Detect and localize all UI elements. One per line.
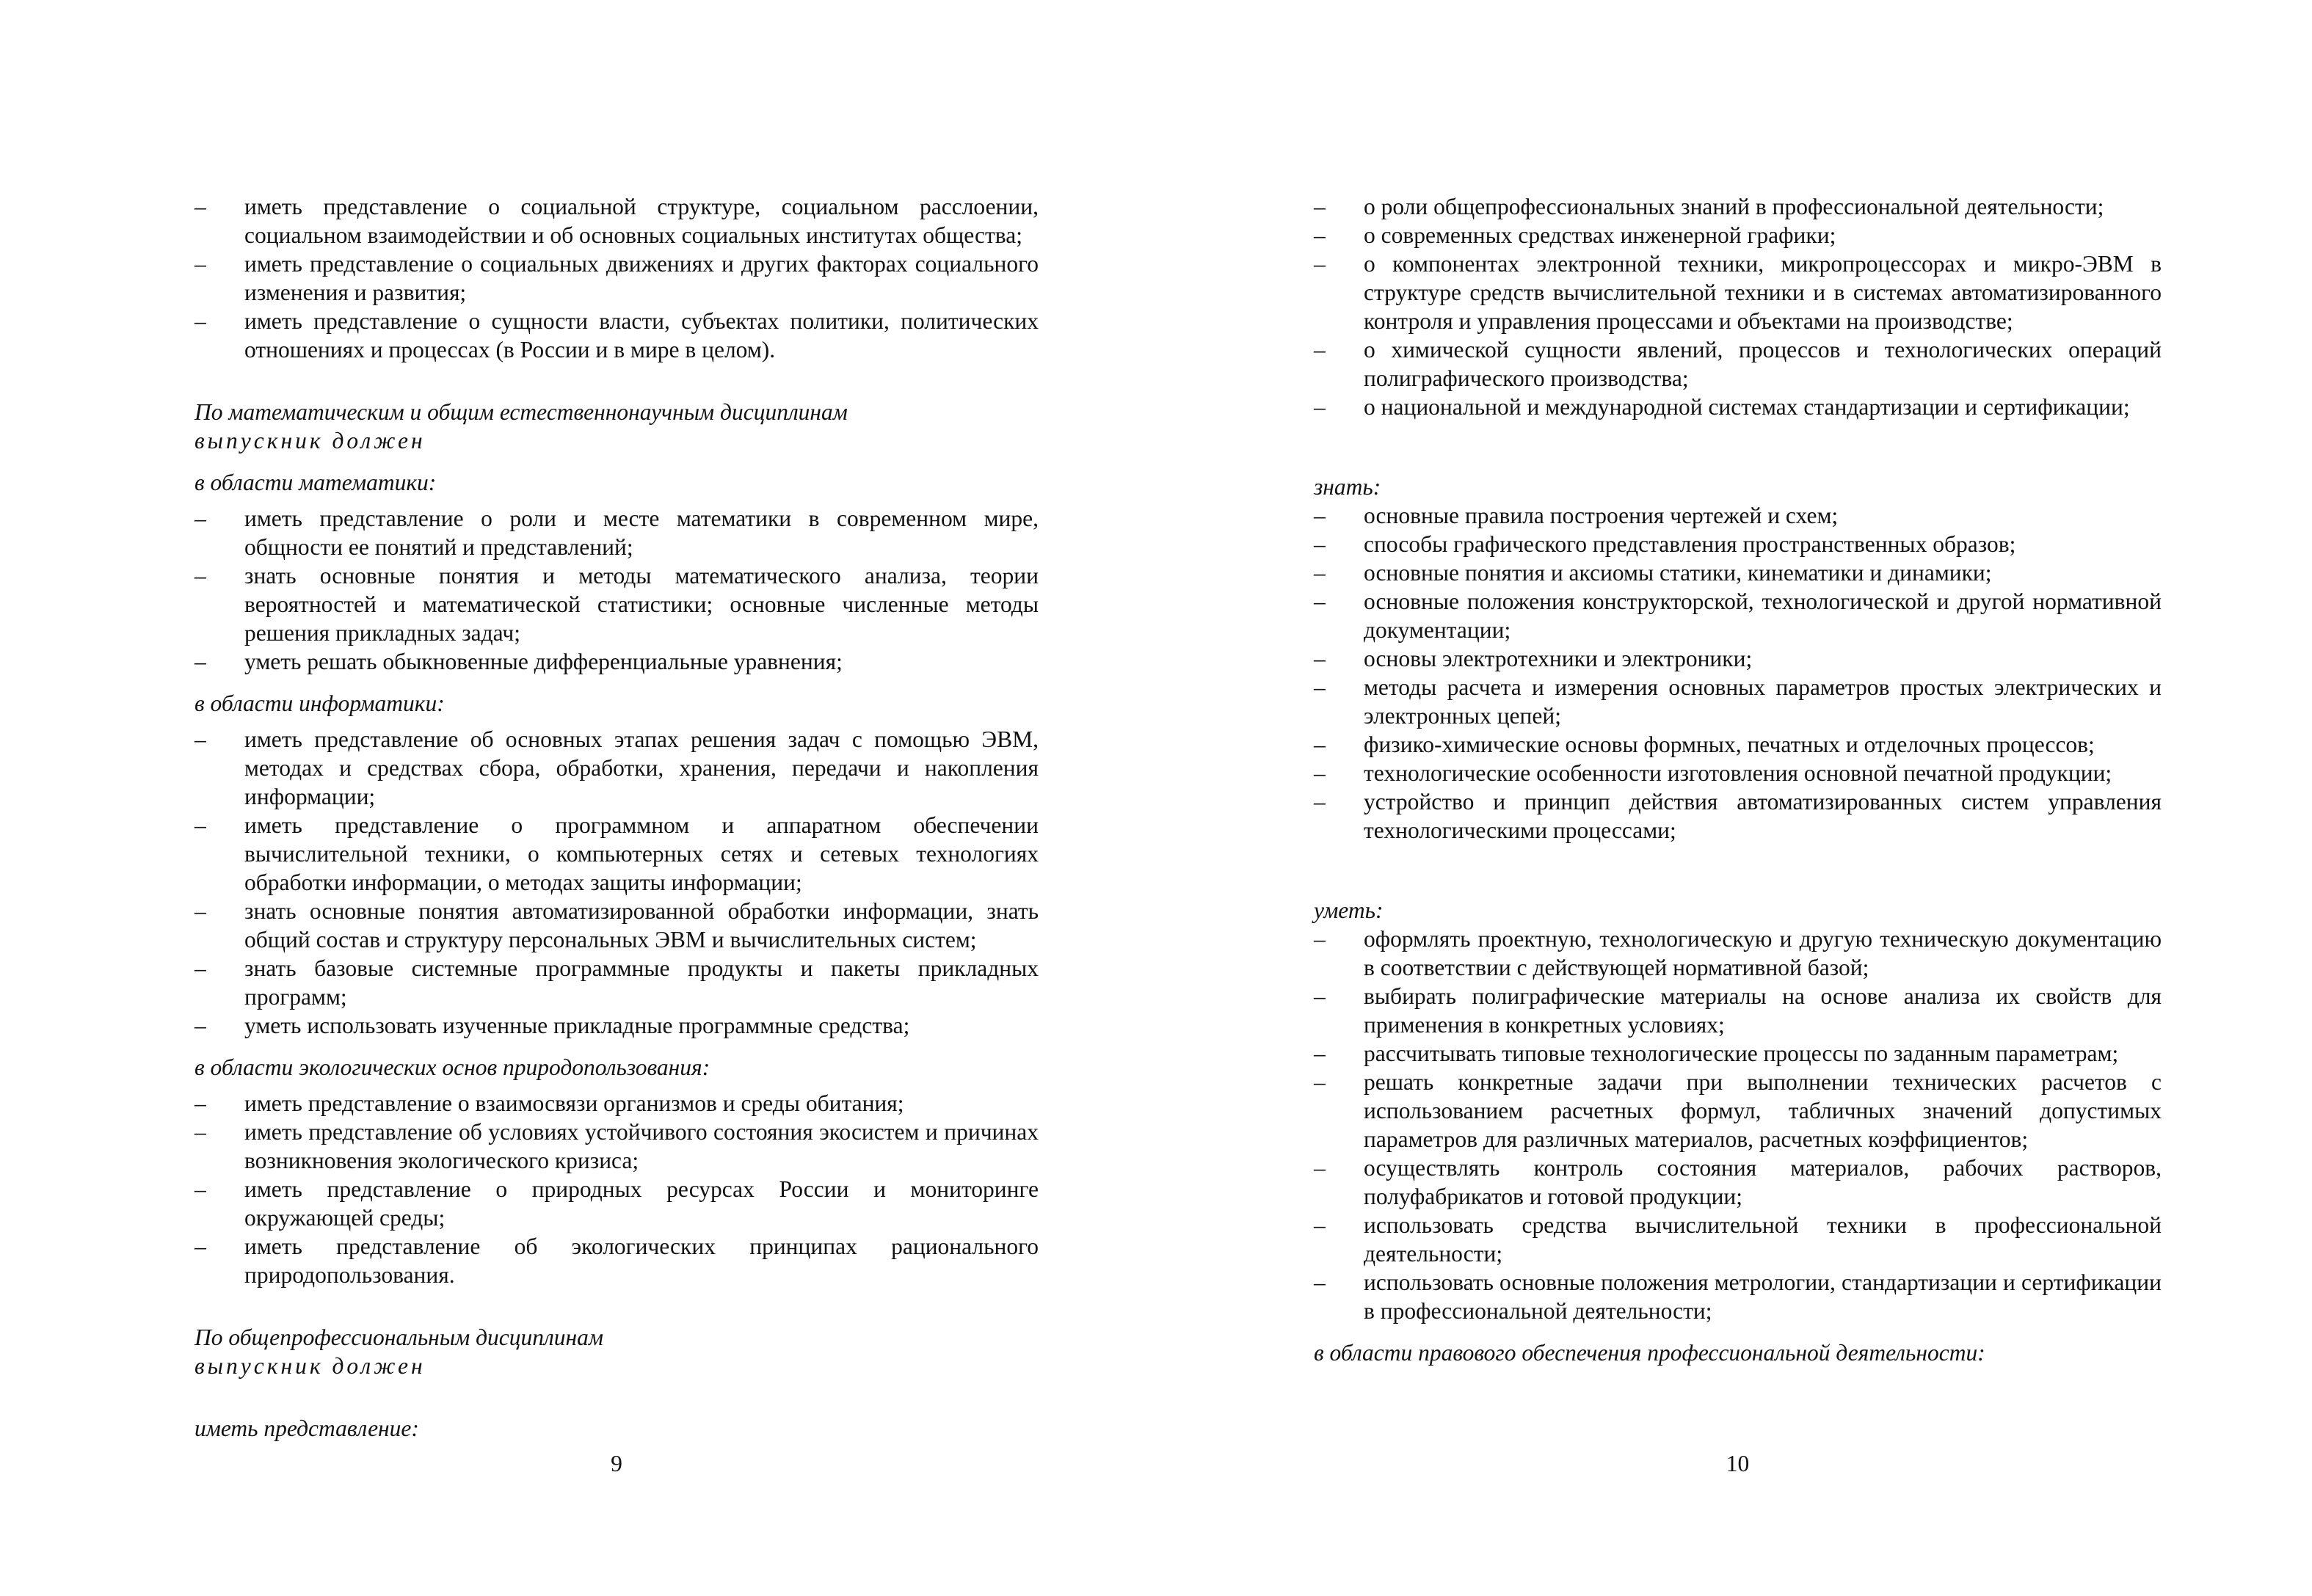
dash-bullet: – <box>1314 394 1326 420</box>
list-item: – физико-химические основы формных, печатных и отделочных процессов; <box>1314 732 2095 757</box>
dash-bullet: – <box>195 308 206 334</box>
dash-bullet: – <box>195 563 206 589</box>
dash-bullet: – <box>1314 222 1326 248</box>
dash-bullet: – <box>1314 732 1326 757</box>
list-item: – знать основные понятия автоматизированной обработки информации, знать общий состав и структуру персональных ЭВМ и вычислительных систем; <box>195 898 1039 952</box>
dash-bullet: – <box>195 251 206 277</box>
dash-bullet: – <box>1314 251 1326 277</box>
dash-bullet: – <box>195 506 206 531</box>
list-item: – иметь представление об основных этапах решения задач с помощью ЭВМ, методах и средствах сбора, обработки, хранения, передачи и накопления информации; <box>195 726 1039 809</box>
list-item: – о современных средствах инженерной графики; <box>1314 222 1836 248</box>
list-item: – о химической сущности явлений, процессов и технологических операций полиграфического производства; <box>1314 337 2162 391</box>
list-item: – о национальной и международной системах стандартизации и сертификации; <box>1314 394 2130 420</box>
dash-bullet: – <box>1314 926 1326 952</box>
dash-bullet: – <box>1314 337 1326 362</box>
list-item: – устройство и принцип действия автоматизированных систем управления технологическими процессами; <box>1314 789 2162 843</box>
informatics-list <box>195 725 1039 1040</box>
list-item: – использовать средства вычислительной техники в профессиональной деятельности; <box>1314 1212 2162 1267</box>
dash-bullet: – <box>195 1090 206 1116</box>
area-heading-legal: в области правового обеспечения профессиональной деятельности: <box>1314 1340 1985 1366</box>
dash-bullet: – <box>1314 560 1326 586</box>
page-number: 10 <box>1726 1451 1750 1476</box>
list-item: – использовать основные положения метрологии, стандартизации и сертификации в профессиональной деятельности; <box>1314 1269 2162 1324</box>
dash-bullet: – <box>195 898 206 924</box>
dash-bullet: – <box>195 1176 206 1202</box>
list-item: – осуществлять контроль состояния материалов, рабочих растворов, полуфабрикатов и готовой продукции; <box>1314 1155 2162 1209</box>
dash-bullet: – <box>195 955 206 981</box>
list-item: – иметь представление об экологических принципах рационального природопользования. <box>195 1234 1039 1288</box>
dash-bullet: – <box>1314 1041 1326 1066</box>
dash-bullet: – <box>1314 531 1326 557</box>
list-item: – иметь представление о программном и аппаратном обеспечении вычислительной техники, о компьютерных сетях и сетевых технологиях обработки информации, о методах защиты информации; <box>195 812 1039 895</box>
math-list <box>195 504 1039 676</box>
list-item: – иметь представление о взаимосвязи организмов и среды обитания; <box>195 1090 904 1116</box>
list-item: – о компонентах электронной техники, микропроцессорах и микро-ЭВМ в структуре средств вычислительной техники и в системах автоматизированного контроля и управления процессами и объектами на производстве; <box>1314 251 2162 334</box>
list-item: – выбирать полиграфические материалы на основе анализа их свойств для применения в конкретных условиях; <box>1314 983 2162 1038</box>
list-item: – уметь решать обыкновенные дифференциальные уравнения; <box>195 649 843 674</box>
list-item: – иметь представление о социальной структуре, социальном расслоении, социальном взаимодействии и об основных социальных институтах общества; <box>195 194 1039 248</box>
list-item: – основы электротехники и электроники; <box>1314 646 1753 671</box>
list-item: – технологические особенности изготовления основной печатной продукции; <box>1314 760 2112 786</box>
dash-bullet: – <box>1314 589 1326 614</box>
dash-bullet: – <box>1314 760 1326 786</box>
dash-bullet: – <box>195 1119 206 1145</box>
graduate-must-label: выпускник должен <box>195 1353 426 1379</box>
dash-bullet: – <box>195 1234 206 1259</box>
list-item: – основные понятия и аксиомы статики, кинематики и динамики; <box>1314 560 1992 586</box>
area-heading-informatics: в области информатики: <box>195 690 445 716</box>
list-item: – методы расчета и измерения основных параметров простых электрических и электронных цепей; <box>1314 674 2162 729</box>
list-item: – иметь представление об условиях устойчивого состояния экосистем и причинах возникновения экологического кризиса; <box>195 1119 1039 1173</box>
left-page-content <box>195 192 1039 1443</box>
right-page-content <box>1314 192 2162 1367</box>
list-item: – знать основные понятия и методы математического анализа, теории вероятностей и математической статистики; основные численные методы решения прикладных задач; <box>195 563 1039 646</box>
list-item: – иметь представление о социальных движениях и других факторах социального изменения и развития; <box>195 251 1039 305</box>
list-item: – оформлять проектную, технологическую и другую техническую документацию в соответствии с действующей нормативной базой; <box>1314 926 2162 980</box>
list-item: – основные правила построения чертежей и схем; <box>1314 503 1839 528</box>
dash-bullet: – <box>1314 1212 1326 1238</box>
dash-bullet: – <box>195 649 206 674</box>
dash-bullet: – <box>1314 1155 1326 1181</box>
list-item: – основные положения конструкторской, технологической и другой нормативной документации; <box>1314 589 2162 643</box>
dash-bullet: – <box>1314 194 1326 219</box>
idea-list <box>1314 192 2162 421</box>
dash-bullet: – <box>1314 789 1326 815</box>
area-heading-math: в области математики: <box>195 470 437 495</box>
dash-bullet: – <box>1314 646 1326 671</box>
ecology-list <box>195 1089 1039 1289</box>
dash-bullet: – <box>195 194 206 219</box>
dash-bullet: – <box>1314 503 1326 528</box>
area-heading-ecology: в области экологических основ природопользования: <box>195 1054 710 1080</box>
section-heading-math-natural: По математическим и общим естественнонаучным дисциплинам <box>195 399 848 425</box>
list-item: – решать конкретные задачи при выполнении технических расчетов с использованием расчетных формул, табличных значений допустимых параметров для различных материалов, расчетных коэффициентов; <box>1314 1069 2162 1152</box>
intro-list <box>195 192 1039 364</box>
page-number: 9 <box>611 1451 622 1476</box>
list-item: – о роли общепрофессиональных знаний в профессиональной деятельности; <box>1314 194 2104 219</box>
dash-bullet: – <box>1314 1069 1326 1095</box>
list-item: – иметь представление о природных ресурсах России и мониторинге окружающей среды; <box>195 1176 1039 1231</box>
dash-bullet: – <box>1314 983 1326 1009</box>
list-item: – иметь представление о роли и месте математики в современном мире, общности ее понятий и представлений; <box>195 506 1039 560</box>
dash-bullet: – <box>1314 674 1326 700</box>
right-page <box>1314 0 2162 1596</box>
know-list <box>1314 501 2162 845</box>
list-item: – рассчитывать типовые технологические процессы по заданным параметрам; <box>1314 1041 2119 1066</box>
list-item: – знать базовые системные программные продукты и пакеты прикладных программ; <box>195 955 1039 1010</box>
section-heading-general-prof: По общепрофессиональным дисциплинам <box>195 1324 604 1350</box>
know-heading: знать: <box>1314 474 1381 500</box>
list-item: – иметь представление о сущности власти, субъектах политики, политических отношениях и процессах (в России и в мире в целом). <box>195 308 1039 362</box>
dash-bullet: – <box>1314 1269 1326 1295</box>
list-item: – уметь использовать изученные прикладные программные средства; <box>195 1013 910 1038</box>
can-heading: уметь: <box>1314 897 1384 923</box>
left-page <box>195 0 1039 1596</box>
list-item: – способы графического представления пространственных образов; <box>1314 531 2016 557</box>
dash-bullet: – <box>195 812 206 838</box>
graduate-must-label: выпускник должен <box>195 428 426 453</box>
dash-bullet: – <box>195 726 206 752</box>
dash-bullet: – <box>195 1013 206 1038</box>
can-list <box>1314 925 2162 1325</box>
have-idea-heading: иметь представление: <box>195 1415 419 1441</box>
